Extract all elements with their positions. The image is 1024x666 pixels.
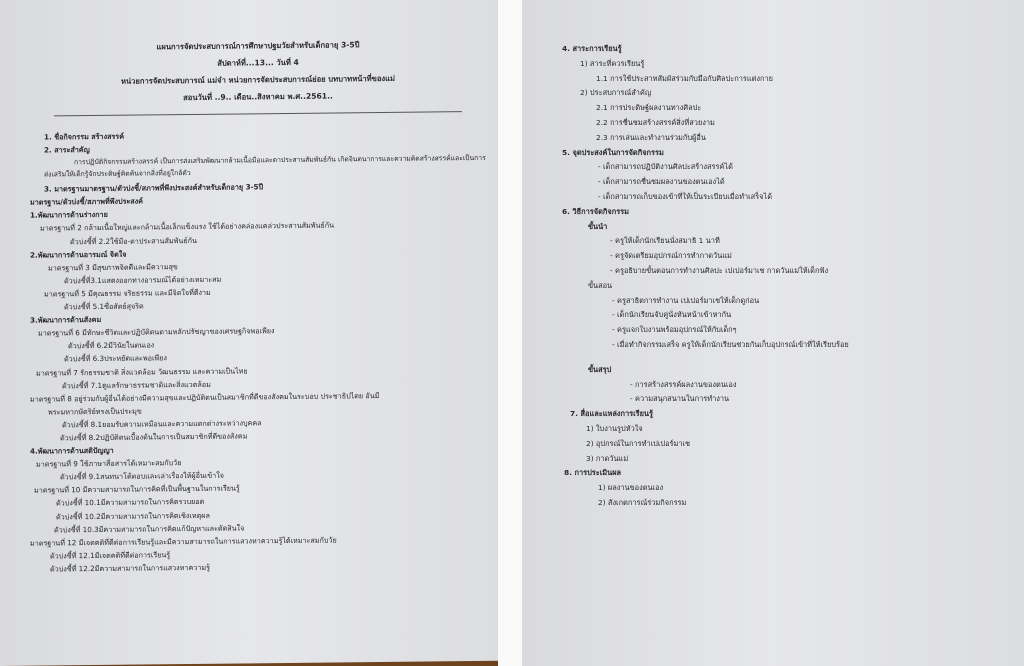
- section-learning-content: 4. สาระการเรียนรู้: [562, 44, 622, 53]
- header-rule: [54, 111, 462, 116]
- standard-line: มาตรฐานที่ 9 ใช้ภาษาสื่อสารได้เหมาะสมกับวัย: [36, 458, 182, 469]
- indicator-line: ตัวบ่งชี้ที่ 5.1ซื่อสัตย์สุจริต: [64, 301, 144, 312]
- indicator-line: ตัวบ่งชี้ที่3.1แสดงออกทางอารมณ์ได้อย่างเหมาะสม: [64, 274, 222, 286]
- standard-line: มาตรฐานที่ 6 มีทักษะชีวิตและปฏิบัติตนตามหลักปรัชญาของเศรษฐกิจพอเพียง: [38, 326, 275, 338]
- evaluation-item: 1) ผลงานของตนเอง: [598, 483, 664, 493]
- section-evaluation: 8. การประเมินผล: [564, 468, 622, 478]
- standard-line: มาตรฐานที่ 12 มีเจตคติที่ดีต่อการเรียนรู้และมีความสามารถในการแสวงหาความรู้ได้เหมาะสมกับวัย: [30, 535, 337, 548]
- indicator-line: ตัวบ่งชี้ที่ 12.2มีความสามารถในการแสวงหาความรู้: [50, 562, 210, 574]
- section-key-concept: 2. สาระสำคัญ: [44, 145, 90, 155]
- indicator-line: ตัวบ่งชี้ที่ 12.1มีเจตคติที่ดีต่อการเรียนรู้: [50, 550, 171, 561]
- stage-teach: ขั้นสอน: [588, 280, 613, 290]
- media-item: 2) อุปกรณ์ในการทำเปเปอร์มาเช: [586, 438, 691, 448]
- content-item: 2.3 การเล่นและทำงานร่วมกับผู้อื่น: [596, 132, 706, 142]
- indicator-line: ตัวบ่งชี้ที่ 6.2มีวินัยในตนเอง: [68, 340, 155, 351]
- stage-intro: ขั้นนำ: [588, 221, 608, 231]
- indicator-line: ตัวบ่งชี้ที่ 7.1ดูแลรักษาธรรมชาติและสิ่งแวดล้อม: [62, 379, 211, 390]
- section-standards: 3. มาตรฐานมาตรฐาน/ตัวบ่งชี้/สภาพที่พึงประสงค์สำหรับเด็กอายุ 3-5ปี: [44, 182, 264, 194]
- indicator-line: ตัวบ่งชี้ที่ 2.2ใช้มือ-ตาประสานสัมพันธ์กัน: [70, 235, 197, 246]
- indicator-line: ตัวบ่งชี้ที่ 10.3มีความสามารถในการคิดแก้ปัญหาและตัดสินใจ: [54, 523, 245, 535]
- standard-line: มาตรฐานที่ 3 มีสุขภาพจิตดีและมีความสุข: [48, 261, 178, 273]
- objective-item: - เด็กสามารถปฏิบัติงานศิลปะสร้างสรรค์ได้: [562, 160, 1004, 175]
- standard-line: มาตรฐานที่ 2 กล้ามเนื้อใหญ่และกล้ามเนื้อเล็กแข็งแรง ใช้ได้อย่างคล่องแคล่วประสานสัมพันธ์กัน: [40, 220, 335, 234]
- stage-item: - ครูให้เด็กนักเรียนนั่งสมาธิ 1 นาที: [562, 234, 1004, 249]
- emotional-dev-heading: 2.พัฒนาการด้านอารมณ์ จิตใจ: [30, 249, 127, 260]
- content-item: 1.1 การใช้ประสาทสัมผัสร่วมกับมือกับศิลปะการแต่งกาย: [596, 73, 773, 83]
- content-subheading: 2) ประสบการณ์สำคัญ: [580, 88, 652, 98]
- doc-title: แผนการจัดประสบการณ์การศึกษาปฐมวัยสำหรับเด็กอายุ 3-5ปี: [156, 40, 360, 52]
- indicator-line: ตัวบ่งชี้ที่ 10.1มีความสามารถในการคิดรวบยอด: [56, 497, 205, 508]
- stage-item: - ครูจัดเตรียมอุปกรณ์การทำกาดวันแม่: [562, 249, 1004, 264]
- stage-item: - เด็กนักเรียนจับคู่นั่งหันหน้าเข้าหากัน: [562, 308, 1004, 323]
- standard-line: มาตรฐานที่ 5 มีคุณธรรม จริยธรรม และมีจิตใจที่ดีงาม: [44, 287, 211, 299]
- right-document-page: [522, 0, 1024, 666]
- media-item: 1) ใบงานรูปหัวใจ: [586, 423, 643, 433]
- image-divider: [498, 0, 522, 666]
- standard-line: มาตรฐานที่ 8 อยู่ร่วมกับผู้อื่นได้อย่างมีความสุขและปฏิบัติตนเป็นสมาชิกที่ดีของสังคมในระบอบ ประชาธิปไตย อันมี: [30, 390, 380, 404]
- standard-line-continued: พระมหากษัตริย์ทรงเป็นประมุข: [48, 406, 142, 417]
- week-day: สัปดาห์ที่...13... วันที่ 4: [217, 57, 299, 68]
- content-subheading: 1) สาระที่ควรเรียนรู้: [580, 58, 645, 68]
- content-item: 2.2 การชื่นชมสร้างสรรค์สิ่งที่สวยงาม: [596, 117, 715, 127]
- objective-item: - เด็กสามารถเก็บของเข้าที่ให้เป็นระเบียบเมื่อทำเสร็จได้: [562, 190, 1004, 205]
- section-objectives: 5. จุดประสงค์ในการจัดกิจกรรม: [562, 147, 664, 157]
- evaluation-item: 2) สังเกตการณ์ร่วมกิจกรรม: [598, 497, 687, 507]
- left-document-page: [0, 0, 498, 666]
- media-item: 3) กาดวันแม่: [586, 453, 629, 463]
- stage-item: - ครูสาธิตการทำงาน เปเปอร์มาเชให้เด็กดูก่อน: [562, 294, 1004, 309]
- physical-dev-heading: 1.พัฒนาการด้านร่างกาย: [30, 210, 108, 221]
- stage-summary: ขั้นสรุป: [588, 364, 612, 374]
- indicator-line: ตัวบ่งชี้ที่ 9.1สนทนาโต้ตอบและเล่าเรื่องให้ผู้อื่นเข้าใจ: [60, 470, 224, 482]
- standards-subheading: มาตรฐาน/ตัวบ่งชี้/สภาพที่พึงประสงค์: [30, 196, 143, 207]
- key-concept-paragraph: การปฏิบัติกิจกรรมสร้างสรรค์ เป็นการส่งเสริมพัฒนากล้ามเนื้อมือและตาประสานสัมพันธ์กัน เกิดจินตนาการและความคิดสร้างสรรค์และเป็นการส่งเสริมให้เด็กรู้จักประดิษฐ์คิดค้นจากสิ่งที่อยู่ใกล้ตัว: [44, 154, 486, 179]
- content-item: 2.1 การประดิษฐ์ผลงานทางศิลปะ: [596, 103, 702, 113]
- section-activity-name: 1. ชื่อกิจกรรม สร้างสรรค์: [44, 131, 125, 142]
- indicator-line: ตัวบ่งชี้ที่ 6.3ประหยัดและพอเพียง: [64, 353, 167, 364]
- standard-line: มาตรฐานที่ 10 มีความสามารถในการคิดที่เป็นพื้นฐานในการเรียนรู้: [34, 483, 240, 495]
- teaching-date: สอนวันที่ ..9.. เดือน..สิงหาคม พ.ศ..2561..: [183, 91, 333, 103]
- unit-info: หน่วยการจัดประสบการณ์ แม่จ๋า หน่วยการจัดประสบการณ์ย่อย บทบาทหน้าที่ของแม่: [120, 73, 396, 86]
- stage-item: - ครูแจกใบงานพร้อมอุปกรณ์ให้กับเด็กๆ: [562, 323, 1004, 338]
- standard-line: มาตรฐานที่ 7 รักธรรมชาติ สิ่งแวดล้อม วัฒนธรรม และความเป็นไทย: [36, 365, 248, 378]
- objective-item: - เด็กสามารถชื่นชมผลงานของตนเองได้: [562, 175, 1004, 190]
- stage-item: - ความสนุกสนานในการทำงาน: [562, 392, 1004, 407]
- stage-item: - ครูอธิบายขั้นตอนการทำงานศิลปะ เปเปอร์มาเช กาดวันแม่ให้เด็กฟัง: [562, 264, 1004, 279]
- section-media: 7. สื่อและแหล่งการเรียนรู้: [570, 409, 653, 419]
- indicator-line: ตัวบ่งชี้ที่ 10.2มีความสามารถในการคิดเชิงเหตุผล: [56, 510, 210, 521]
- stage-item: - เมื่อทำกิจกรรมเสร็จ ครูให้เด็กนักเรียนช่วยกันเก็บอุปกรณ์เข้าที่ให้เรียบร้อย: [562, 338, 1004, 353]
- social-dev-heading: 3.พัฒนาการด้านสังคม: [30, 315, 102, 325]
- indicator-line: ตัวบ่งชี้ที่ 8.2ปฏิบัติตนเบื้องต้นในการเป็นสมาชิกที่ดีของสังคม: [60, 431, 248, 443]
- intellectual-dev-heading: 4.พัฒนาการด้านสติปัญญา: [30, 445, 114, 456]
- stage-item: - การสร้างสรรค์ผลงานของตนเอง: [562, 378, 1004, 393]
- section-activity-method: 6. วิธีการจัดกิจกรรม: [562, 206, 629, 216]
- indicator-line: ตัวบ่งชี้ที่ 8.1ยอมรับความเหมือนและความแตกต่างระหว่างบุคคล: [62, 418, 262, 430]
